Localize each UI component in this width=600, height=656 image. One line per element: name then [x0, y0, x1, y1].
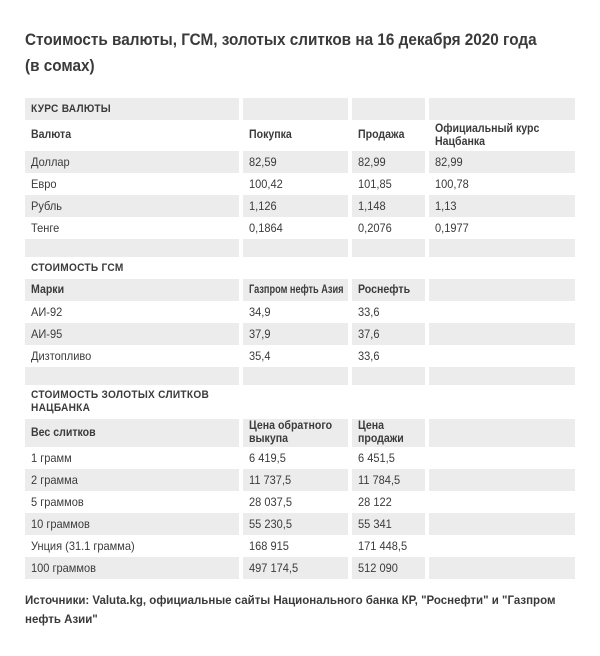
sources-footer: Источники: Valuta.kg, официальные сайты Национального банка КР, "Роснефти" и "Газпром нефть Азии": [25, 595, 556, 626]
empty-cell: [429, 447, 575, 469]
empty-cell: [243, 98, 348, 120]
value-cell: [352, 323, 425, 345]
empty-cell: [429, 513, 575, 535]
empty-cell: [429, 98, 575, 120]
cell-value: 11 784,5: [358, 473, 401, 487]
value-cell: [243, 469, 348, 491]
cell-value: 0,2076: [358, 221, 392, 235]
section-title-gold: СТОИМОСТЬ ЗОЛОТЫХ СЛИТКОВ НАЦБАНКА: [31, 389, 210, 414]
section-header-row-currency: [25, 98, 575, 120]
cell-value: 0,1864: [249, 221, 283, 235]
cell-value: 6 419,5: [249, 451, 286, 465]
empty-cell: [429, 469, 575, 491]
column-header-label: Валюта: [31, 129, 72, 141]
section-title-cell: [25, 257, 239, 279]
row-label: Унция (31.1 грамма): [31, 539, 135, 553]
empty-cell: [25, 367, 239, 385]
data-row-ai95: [25, 323, 575, 345]
column-header-cell: [429, 120, 575, 151]
column-header-row-currency: [25, 120, 575, 151]
page-title: [25, 27, 585, 79]
column-header-cell: [25, 419, 239, 447]
row-label: АИ-95: [31, 327, 63, 341]
data-row-tenge: [25, 217, 575, 239]
cell-value: 497 174,5: [249, 561, 299, 575]
section-title-currency: КУРС ВАЛЮТЫ: [31, 102, 111, 115]
empty-cell: [429, 239, 575, 257]
value-cell: [352, 469, 425, 491]
section-title-cell: [25, 98, 239, 120]
row-label: 1 грамм: [31, 451, 72, 465]
column-header-cell: [243, 120, 348, 151]
column-header-label: Марки: [31, 283, 65, 296]
column-header-row-gold: [25, 419, 575, 447]
row-label: 5 граммов: [31, 495, 84, 509]
spacer-row: [25, 367, 575, 385]
value-cell: [352, 195, 425, 217]
cell-value: 28 037,5: [249, 495, 292, 509]
empty-cell: [429, 345, 575, 367]
row-label-cell: [25, 173, 239, 195]
value-cell: [243, 535, 348, 557]
column-header-cell: [352, 120, 425, 151]
empty-cell: [352, 239, 425, 257]
value-cell: [429, 195, 575, 217]
empty-cell: [429, 367, 575, 385]
column-header-label: Цена обратного выкупа: [249, 420, 333, 445]
row-label-cell: [25, 301, 239, 323]
section-title-fuel: СТОИМОСТЬ ГСМ: [31, 261, 124, 274]
empty-cell: [352, 257, 425, 279]
empty-cell: [429, 279, 575, 301]
row-label-cell: [25, 345, 239, 367]
value-cell: [429, 173, 575, 195]
value-cell: [352, 513, 425, 535]
page-title-text-1: Стоимость валюты, ГСМ, золотых слитков на 16 декабря 2020 года: [25, 30, 537, 49]
value-cell: [243, 301, 348, 323]
empty-cell: [25, 239, 239, 257]
row-label: 10 граммов: [31, 517, 90, 531]
row-label: Евро: [31, 177, 57, 191]
empty-cell: [429, 419, 575, 447]
row-label: АИ-92: [31, 305, 63, 319]
cell-value: 1,13: [435, 199, 457, 213]
value-cell: [352, 151, 425, 173]
row-label-cell: [25, 491, 239, 513]
empty-cell: [243, 367, 348, 385]
empty-cell: [429, 535, 575, 557]
row-label-cell: [25, 557, 239, 579]
page-title-line-1: [25, 27, 585, 53]
cell-value: 512 090: [358, 561, 398, 575]
section-title-cell: [25, 385, 239, 419]
data-row-euro: [25, 173, 575, 195]
value-cell: [243, 557, 348, 579]
section-header-row-fuel: [25, 257, 575, 279]
column-header-label: Роснефть: [358, 283, 411, 296]
cell-value: 82,99: [435, 155, 463, 169]
empty-cell: [429, 257, 575, 279]
data-row-2g: [25, 469, 575, 491]
cell-value: 37,9: [249, 327, 271, 341]
column-header-cell: [25, 120, 239, 151]
value-cell: [429, 151, 575, 173]
row-label-cell: [25, 195, 239, 217]
value-cell: [243, 513, 348, 535]
column-header-cell: [243, 419, 348, 447]
cell-value: 168 915: [249, 539, 289, 553]
data-row-1g: [25, 447, 575, 469]
column-header-cell: [352, 419, 425, 447]
value-cell: [243, 173, 348, 195]
cell-value: 101,85: [358, 177, 392, 191]
column-header-label: Вес слитков: [31, 426, 96, 439]
cell-value: 34,9: [249, 305, 271, 319]
value-cell: [352, 345, 425, 367]
value-cell: [243, 323, 348, 345]
section-header-row-gold: [25, 385, 575, 419]
cell-value: 37,6: [358, 327, 380, 341]
value-cell: [352, 491, 425, 513]
row-label-cell: [25, 469, 239, 491]
cell-value: 1,126: [249, 199, 277, 213]
data-row-100g: [25, 557, 575, 579]
value-cell: [352, 301, 425, 323]
value-cell: [243, 447, 348, 469]
cell-value: 82,99: [358, 155, 386, 169]
cell-value: 100,42: [249, 177, 283, 191]
data-row-5g: [25, 491, 575, 513]
data-row-ai92: [25, 301, 575, 323]
empty-cell: [352, 385, 425, 419]
column-header-row-fuel: [25, 279, 575, 301]
data-row-diesel: [25, 345, 575, 367]
empty-cell: [243, 385, 348, 419]
cell-value: 0,1977: [435, 221, 469, 235]
cell-value: 82,59: [249, 155, 277, 169]
cell-value: 100,78: [435, 177, 469, 191]
cell-value: 55 341: [358, 517, 392, 531]
value-cell: [429, 217, 575, 239]
row-label-cell: [25, 447, 239, 469]
page-title-line-2: [25, 53, 585, 79]
empty-cell: [352, 98, 425, 120]
empty-cell: [429, 557, 575, 579]
column-header-label: Газпром нефть Азия: [249, 283, 344, 296]
row-label: 2 грамма: [31, 473, 78, 487]
cell-value: 28 122: [358, 495, 392, 509]
value-cell: [243, 491, 348, 513]
row-label: Рубль: [31, 199, 63, 213]
row-label-cell: [25, 513, 239, 535]
cell-value: 33,6: [358, 305, 380, 319]
data-table: [25, 98, 575, 579]
row-label-cell: [25, 323, 239, 345]
empty-cell: [429, 323, 575, 345]
cell-value: 55 230,5: [249, 517, 292, 531]
column-header-label: Покупка: [249, 129, 292, 141]
column-header-cell: [243, 279, 348, 301]
empty-cell: [429, 301, 575, 323]
page-title-text-2: (в сомах): [25, 56, 95, 75]
spacer-row: [25, 239, 575, 257]
value-cell: [243, 195, 348, 217]
row-label: Дизтопливо: [31, 349, 92, 363]
value-cell: [352, 557, 425, 579]
row-label-cell: [25, 535, 239, 557]
data-row-ruble: [25, 195, 575, 217]
row-label: Доллар: [31, 155, 70, 169]
row-label-cell: [25, 217, 239, 239]
column-header-label: Цена продажи: [358, 420, 404, 445]
data-row-10g: [25, 513, 575, 535]
value-cell: [352, 535, 425, 557]
cell-value: 171 448,5: [358, 539, 408, 553]
row-label: 100 граммов: [31, 561, 96, 575]
cell-value: 1,148: [358, 199, 386, 213]
value-cell: [352, 217, 425, 239]
empty-cell: [429, 491, 575, 513]
value-cell: [243, 151, 348, 173]
cell-value: 35,4: [249, 349, 271, 363]
empty-cell: [243, 239, 348, 257]
value-cell: [352, 447, 425, 469]
cell-value: 11 737,5: [249, 473, 292, 487]
cell-value: 33,6: [358, 349, 380, 363]
empty-cell: [352, 367, 425, 385]
column-header-cell: [352, 279, 425, 301]
data-row-dollar: [25, 151, 575, 173]
empty-cell: [243, 257, 348, 279]
row-label: Тенге: [31, 221, 60, 235]
column-header-label: Официальный курс Нацбанка: [435, 122, 540, 148]
row-label-cell: [25, 151, 239, 173]
empty-cell: [429, 385, 575, 419]
data-row-ounce: [25, 535, 575, 557]
cell-value: 6 451,5: [358, 451, 395, 465]
column-header-label: Продажа: [358, 129, 405, 141]
column-header-cell: [25, 279, 239, 301]
value-cell: [352, 173, 425, 195]
value-cell: [243, 217, 348, 239]
value-cell: [243, 345, 348, 367]
